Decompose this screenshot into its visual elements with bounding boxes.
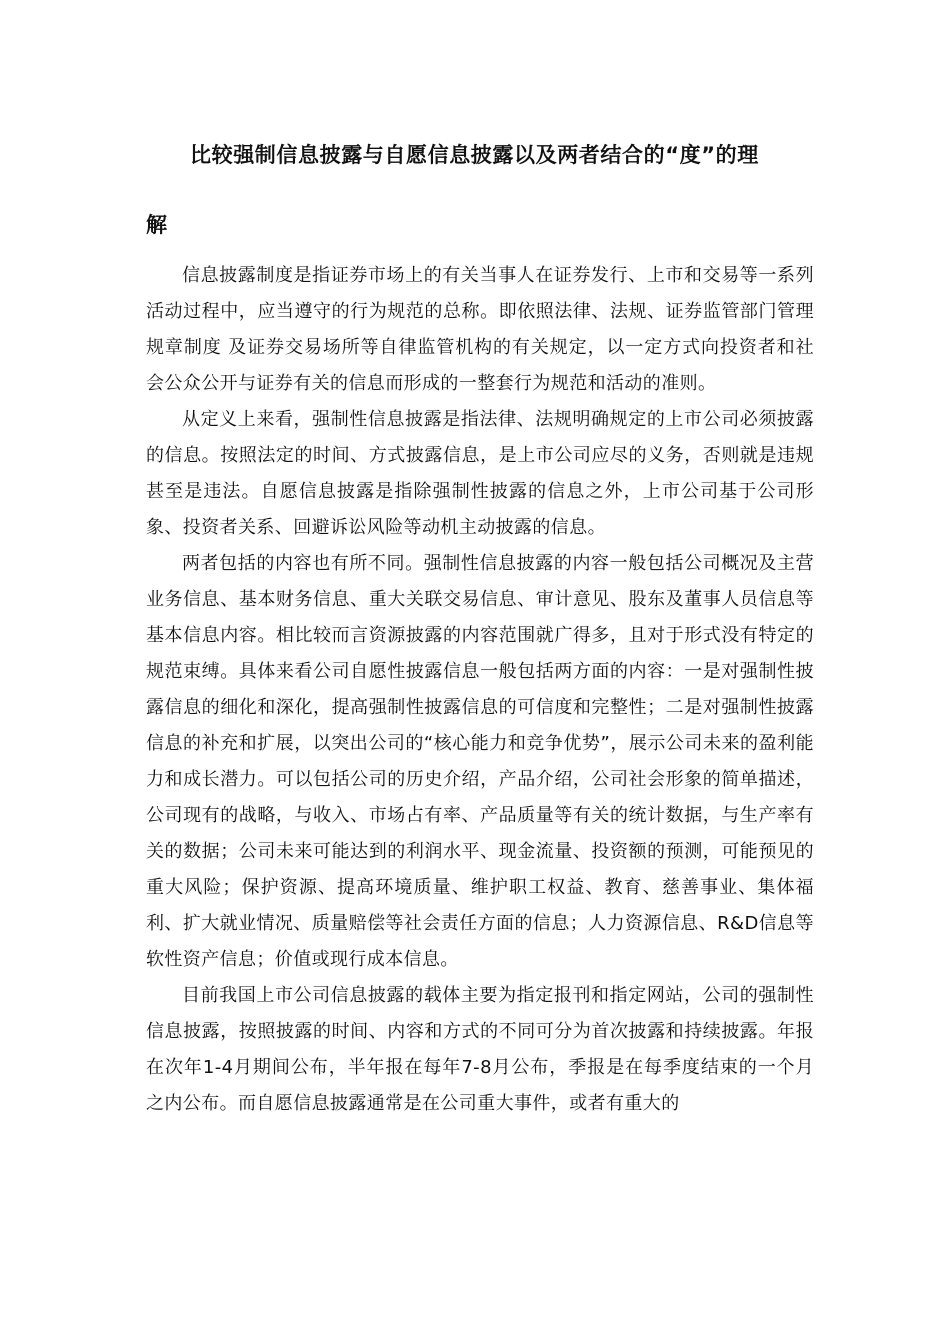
document-title-continuation: 解 [146,213,167,237]
paragraph-content-differences: 两者包括的内容也有所不同。强制性信息披露的内容一般包括公司概况及主营业务信息、基本财务信息、重大关联交易信息、审计意见、股东及董事人员信息等基本信息内容。相比较而言资源披露的内容范围就广得多，且对于形式没有特定的规范束缚。具体来看公司自愿性披露信息一般包括两方面的内容：一是对强制性披露信息的细化和深化，提高强制性披露信息的可信度和完整性；二是对强制性披露信息的补充和扩展，以突出公司的“核心能力和竞争优势”，展示公司未来的盈利能力和成长潜力。可以包括公司的历史介绍，产品介绍，公司社会形象的简单描述，公司现有的战略，与收入、市场占有率、产品质量等有关的统计数据，与生产率有关的数据；公司未来可能达到的利润水平、现金流量、投资额的预测，可能预见的重大风险；保护资源、提高环境质量、维护职工权益、教育、慈善事业、集体福利、扩大就业情况、质量赔偿等社会责任方面的信息；人力资源信息、R&D信息等软性资产信息；价值或现行成本信息。 [146,553,814,970]
paragraph-mandatory-vs-voluntary: 从定义上来看，强制性信息披露是指法律、法规明确规定的上市公司必须披露的信息。按照法定的时间、方式披露信息，是上市公司应尽的义务，否则就是违规甚至是违法。自愿信息披露是指除强制性披露的信息之外，上市公司基于公司形象、投资者关系、回避诉讼风险等动机主动披露的信息。 [146,409,814,538]
document-body [146,258,814,1122]
document-title: 比较强制信息披露与自愿信息披露以及两者结合的“度”的理 [190,143,759,167]
paragraph-disclosure-channels: 目前我国上市公司信息披露的载体主要为指定报刊和指定网站，公司的强制性信息披露，按照披露的时间、内容和方式的不同可分为首次披露和持续披露。年报在次年1-4月期间公布，半年报在每年7-8月公布，季报是在每季度结束的一个月之内公布。而自愿信息披露通常是在公司重大事件，或者有重大的 [146,985,814,1114]
paragraph-definition: 信息披露制度是指证券市场上的有关当事人在证券发行、上市和交易等一系列活动过程中，应当遵守的行为规范的总称。即依照法律、法规、证券监管部门管理规章制度 及证券交易场所等自律监管机构的有关规定，以一定方式向投资者和社会公众公开与证券有关的信息而形成的一整套行为规范和活动的准则。 [146,265,814,394]
